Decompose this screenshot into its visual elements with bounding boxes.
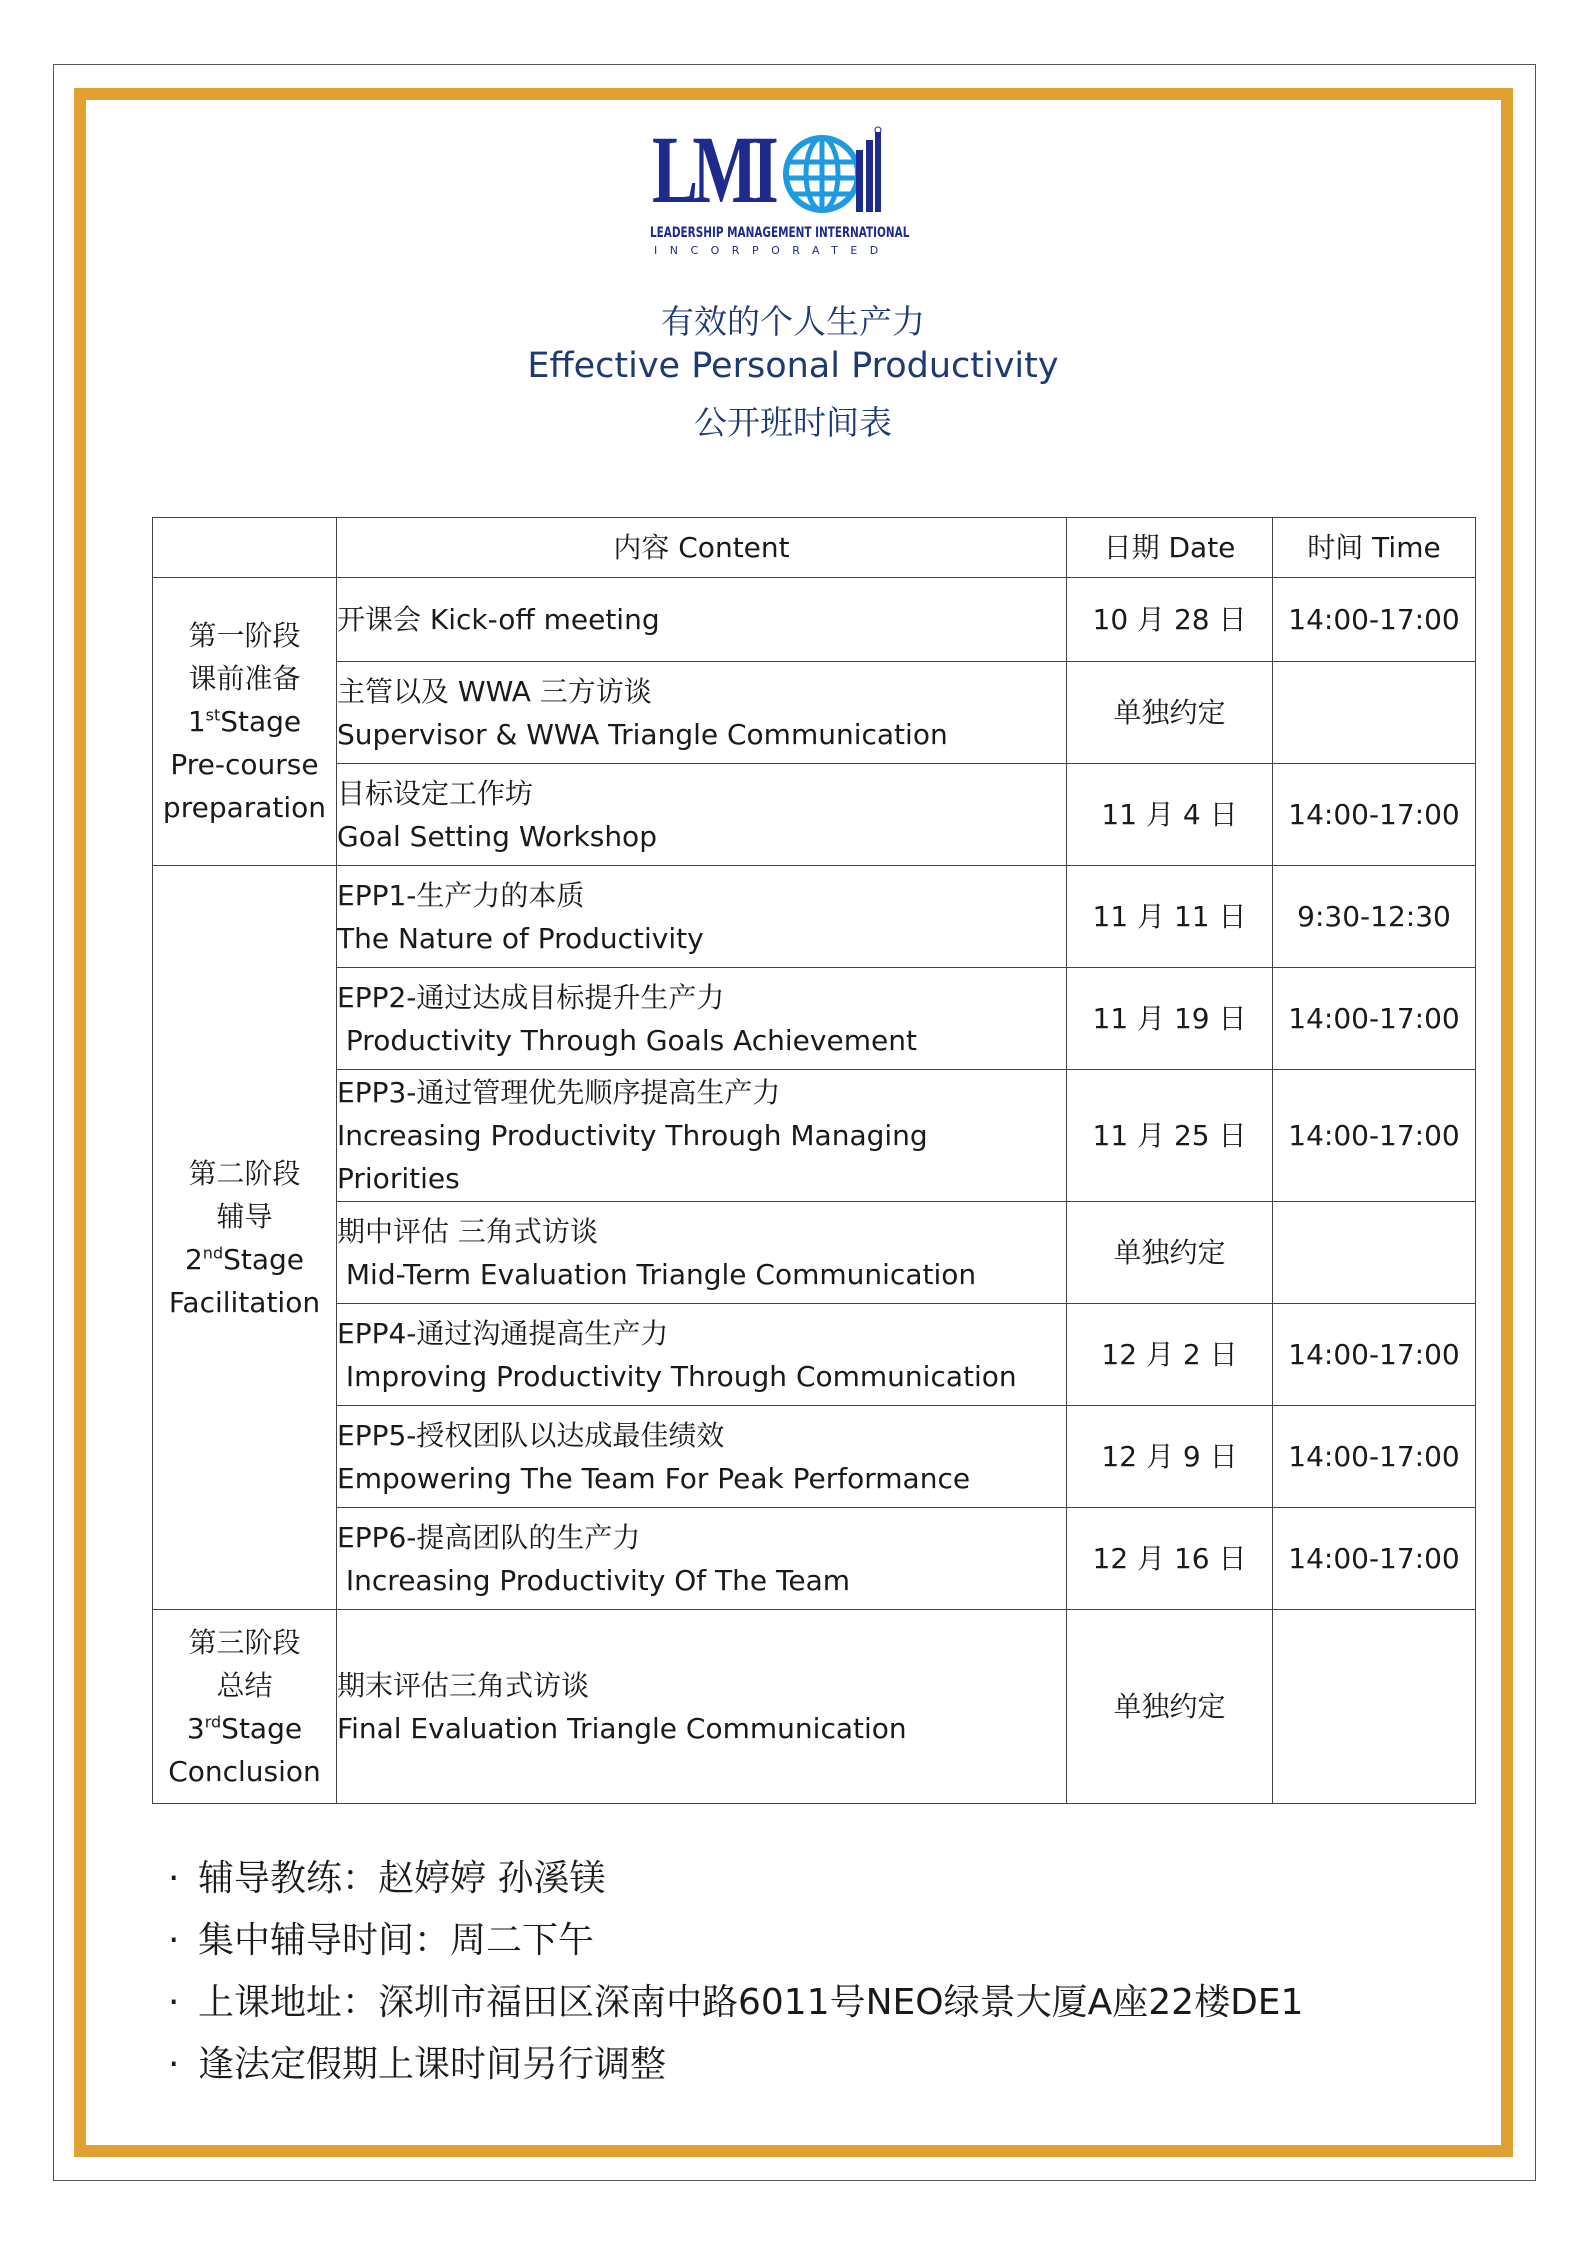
- time-cell: 14:00-17:00: [1273, 1508, 1476, 1610]
- content-cell: 目标设定工作坊 Goal Setting Workshop: [337, 764, 1067, 866]
- table-row: [153, 1406, 1476, 1508]
- content-cell: EPP5-授权团队以达成最佳绩效 Empowering The Team For Peak Performance: [337, 1406, 1067, 1508]
- title-english: Effective Personal Productivity: [527, 346, 1059, 386]
- date-cell: 12 月 2 日: [1067, 1304, 1273, 1406]
- logo-incorporated: INCORPORATED: [654, 244, 891, 257]
- content-cell: EPP1-生产力的本质 The Nature of Productivity: [337, 866, 1067, 968]
- table-row: [153, 1508, 1476, 1610]
- content-cell: EPP6-提高团队的生产力 Increasing Productivity Of The Team: [337, 1508, 1067, 1610]
- table-row: [153, 1304, 1476, 1406]
- notes-list: [168, 1848, 1303, 2096]
- table-row: [153, 866, 1476, 968]
- note-holiday: · 逢法定假期上课时间另行调整: [168, 2044, 667, 2085]
- date-cell: 11 月 19 日: [1067, 968, 1273, 1070]
- content-cell: EPP4-通过沟通提高生产力 Improving Productivity Through Communication: [337, 1304, 1067, 1406]
- date-cell: 11 月 25 日: [1067, 1070, 1273, 1202]
- table-row: [153, 662, 1476, 764]
- lmi-logo: [650, 116, 910, 260]
- date-cell: 10 月 28 日: [1067, 578, 1273, 662]
- time-cell: 14:00-17:00: [1273, 1406, 1476, 1508]
- table-row: [153, 1202, 1476, 1304]
- logo-company-name: LEADERSHIP MANAGEMENT INTERNATIONAL: [650, 225, 910, 241]
- time-cell: 14:00-17:00: [1273, 968, 1476, 1070]
- content-cell: 期中评估 三角式访谈 Mid-Term Evaluation Triangle Communication: [337, 1202, 1067, 1304]
- content-cell: 开课会 Kick-off meeting: [337, 578, 1067, 662]
- time-cell: [1273, 1202, 1476, 1304]
- content-cell: 期末评估三角式访谈 Final Evaluation Triangle Communication: [337, 1610, 1067, 1804]
- note-address: · 上课地址：深圳市福田区深南中路6011号NEO绿景大厦A座22楼DE1: [168, 1982, 1304, 2023]
- date-cell: 单独约定: [1067, 1610, 1273, 1804]
- table-row: [153, 764, 1476, 866]
- header-stage: [153, 518, 337, 578]
- content-cell: EPP2-通过达成目标提升生产力 Productivity Through Goals Achievement: [337, 968, 1067, 1070]
- time-cell: [1273, 1610, 1476, 1804]
- date-cell: 单独约定: [1067, 662, 1273, 764]
- globe-icon: [782, 126, 882, 222]
- table-header-row: [153, 518, 1476, 578]
- stage-3-cell: 第三阶段 总结 3rdStage Conclusion: [153, 1610, 337, 1804]
- subtitle-schedule: 公开班时间表: [694, 403, 892, 442]
- stage-2-cell: 第二阶段 辅导 2ndStage Facilitation: [153, 866, 337, 1610]
- header-time: 时间 Time: [1273, 518, 1476, 578]
- table-row: [153, 968, 1476, 1070]
- content-cell: 主管以及 WWA 三方访谈 Supervisor & WWA Triangle Communication: [337, 662, 1067, 764]
- logo-letters: LMI: [652, 116, 773, 223]
- date-cell: 单独约定: [1067, 1202, 1273, 1304]
- time-cell: 9:30-12:30: [1273, 866, 1476, 968]
- date-cell: 12 月 9 日: [1067, 1406, 1273, 1508]
- table-row: [153, 578, 1476, 662]
- header-date: 日期 Date: [1067, 518, 1273, 578]
- table-row: [153, 1610, 1476, 1804]
- note-session-time: · 集中辅导时间：周二下午: [168, 1920, 595, 1961]
- time-cell: 14:00-17:00: [1273, 578, 1476, 662]
- time-cell: 14:00-17:00: [1273, 764, 1476, 866]
- header-content: 内容 Content: [337, 518, 1067, 578]
- stage-1-cell: 第一阶段 课前准备 1stStage Pre-course preparation: [153, 578, 337, 866]
- date-cell: 11 月 4 日: [1067, 764, 1273, 866]
- time-cell: 14:00-17:00: [1273, 1070, 1476, 1202]
- time-cell: 14:00-17:00: [1273, 1304, 1476, 1406]
- date-cell: 11 月 11 日: [1067, 866, 1273, 968]
- title-chinese: 有效的个人生产力: [661, 302, 925, 341]
- schedule-table: [152, 517, 1476, 1804]
- note-coaches: · 辅导教练：赵婷婷 孙溪镁: [168, 1858, 606, 1899]
- content-cell: EPP3-通过管理优先顺序提高生产力 Increasing Productivity Through Managing Priorities: [337, 1070, 1067, 1202]
- table-row: [153, 1070, 1476, 1202]
- date-cell: 12 月 16 日: [1067, 1508, 1273, 1610]
- time-cell: [1273, 662, 1476, 764]
